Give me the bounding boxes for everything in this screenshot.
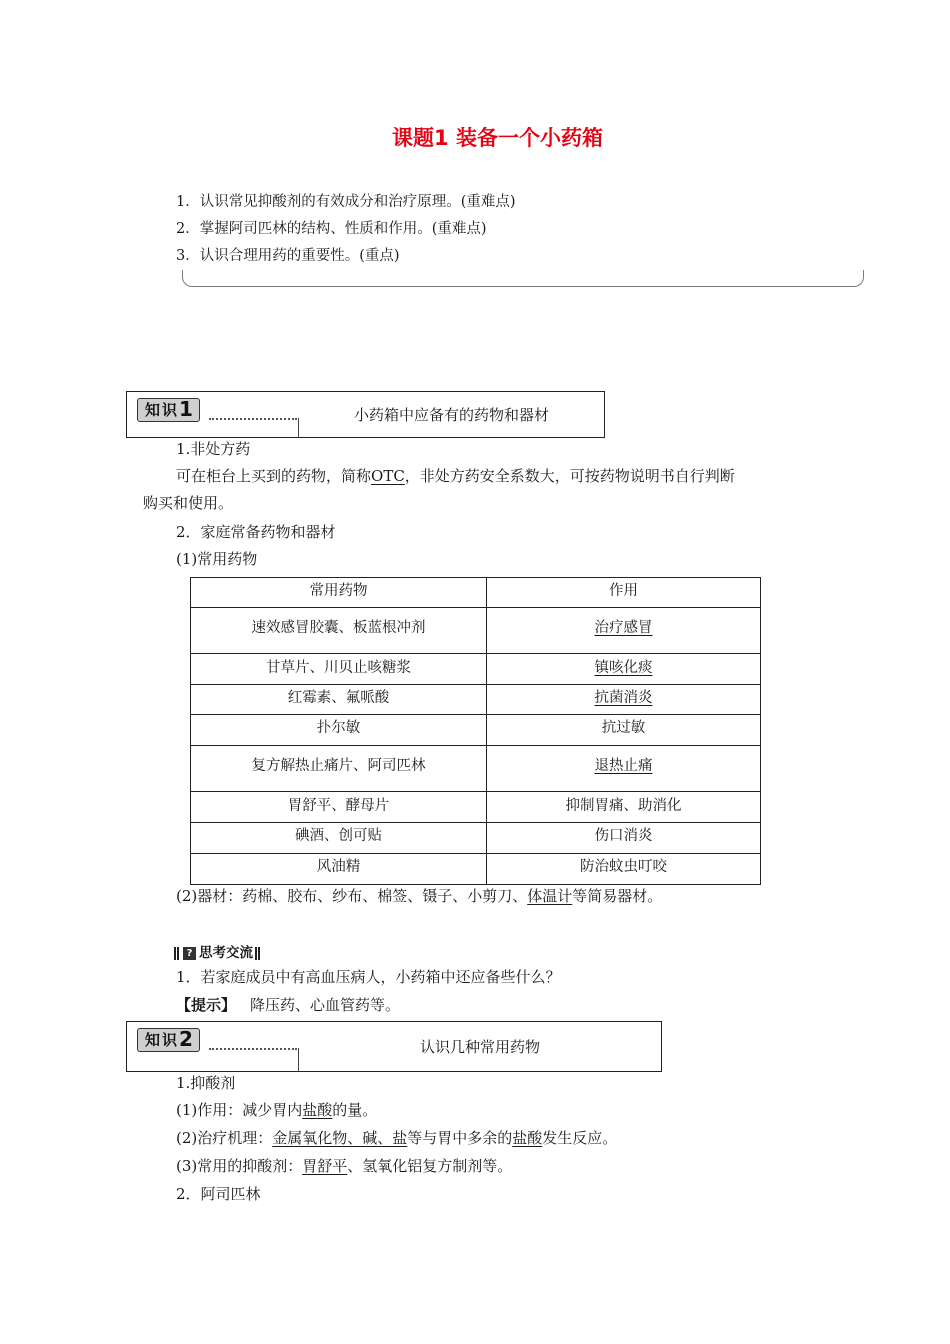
table-row — [191, 715, 761, 746]
table-cell-drug: 风油精 — [191, 854, 487, 885]
knowledge-2-badge-number: 2 — [179, 1027, 193, 1051]
knowledge-1-badge-text: 知识 — [145, 401, 180, 419]
knowledge-2-dotted-rule — [209, 1048, 297, 1050]
knowledge-2-badge — [137, 1028, 200, 1052]
table-cell-drug: 红霉素、氟哌酸 — [191, 685, 487, 715]
hint-text: 降压药、心血管药等。 — [250, 996, 401, 1014]
table-cell-effect: 退热止痛 — [487, 746, 761, 792]
knowledge-2-heading: 认识几种常用药物 — [419, 1038, 540, 1056]
page-title: 课题1 装备一个小药箱 — [392, 126, 603, 150]
table-cell-effect: 抗过敏 — [487, 715, 761, 746]
table-cell-effect: 抑制胃痛、助消化 — [487, 792, 761, 823]
objectives-bracket — [182, 270, 864, 287]
knowledge-1-badge — [137, 398, 200, 422]
knowledge-2-header — [126, 1021, 662, 1072]
table-header-drug: 常用药物 — [191, 578, 487, 608]
knowledge-1-heading: 小药箱中应备有的药物和器材 — [353, 406, 549, 424]
drug-table — [190, 577, 761, 885]
antacid-mechanism: (2)治疗机理：金属氧化物、碱、盐等与胃中多余的盐酸发生反应。 — [176, 1129, 618, 1147]
table-row — [191, 792, 761, 823]
sub-common-drugs: (1)常用药物 — [176, 550, 258, 568]
table-cell-effect: 防治蚊虫叮咬 — [487, 854, 761, 885]
table-cell-drug: 复方解热止痛片、阿司匹林 — [191, 746, 487, 792]
table-header-effect: 作用 — [487, 578, 761, 608]
item-otc-text-cont: 购买和使用。 — [143, 494, 234, 512]
item-home-title: 2．家庭常备药物和器材 — [176, 523, 336, 541]
think-discuss-label: ? 思考交流 — [174, 941, 261, 961]
think-question: 1．若家庭成员中有高血压病人，小药箱中还应备些什么？ — [176, 968, 561, 986]
objective-1: 1．认识常见抑酸剂的有效成分和治疗原理。(重难点) — [176, 194, 516, 210]
objective-3: 3．认识合理用药的重要性。(重点) — [176, 248, 400, 264]
antacid-effect: (1)作用：减少胃内盐酸的量。 — [176, 1101, 378, 1119]
knowledge-1-dotted-rule — [209, 418, 297, 420]
table-cell-drug: 速效感冒胶囊、板蓝根冲剂 — [191, 608, 487, 654]
otc-term: OTC — [371, 467, 405, 485]
table-cell-effect: 抗菌消炎 — [487, 685, 761, 715]
table-row — [191, 608, 761, 654]
table-header-row — [191, 578, 761, 608]
thermometer-term: 体温计 — [527, 887, 573, 905]
item-antacid-title: 1.抑酸剂 — [176, 1074, 236, 1092]
knowledge-1-badge-number: 1 — [179, 397, 193, 421]
objective-2: 2．掌握阿司匹林的结构、性质和作用。(重难点) — [176, 221, 487, 237]
knowledge-2-badge-text: 知识 — [145, 1031, 180, 1049]
table-row — [191, 854, 761, 885]
item-otc-title: 1.非处方药 — [176, 440, 251, 458]
question-icon: ? — [183, 947, 196, 960]
table-cell-effect: 治疗感冒 — [487, 608, 761, 654]
antacid-common: (3)常用的抑酸剂：胃舒平、氢氧化铝复方制剂等。 — [176, 1157, 513, 1175]
hint-label: 【提示】 — [176, 996, 237, 1014]
think-hint — [176, 994, 400, 1015]
table-cell-drug: 扑尔敏 — [191, 715, 487, 746]
table-cell-drug: 胃舒平、酵母片 — [191, 792, 487, 823]
knowledge-1-header — [126, 391, 605, 438]
table-cell-drug: 甘草片、川贝止咳糖浆 — [191, 654, 487, 685]
table-cell-effect: 伤口消炎 — [487, 823, 761, 854]
table-row — [191, 654, 761, 685]
table-cell-effect: 镇咳化痰 — [487, 654, 761, 685]
item-otc-text: 可在柜台上买到的药物，简称OTC，非处方药安全系数大，可按药物说明书自行判断 — [176, 467, 735, 485]
sub-equipment: (2)器材：药棉、胶布、纱布、棉签、镊子、小剪刀、体温计等简易器材。 — [176, 887, 663, 905]
item-aspirin-title: 2．阿司匹林 — [176, 1185, 261, 1203]
table-row — [191, 685, 761, 715]
table-row — [191, 823, 761, 854]
table-cell-drug: 碘酒、创可贴 — [191, 823, 487, 854]
table-row — [191, 746, 761, 792]
